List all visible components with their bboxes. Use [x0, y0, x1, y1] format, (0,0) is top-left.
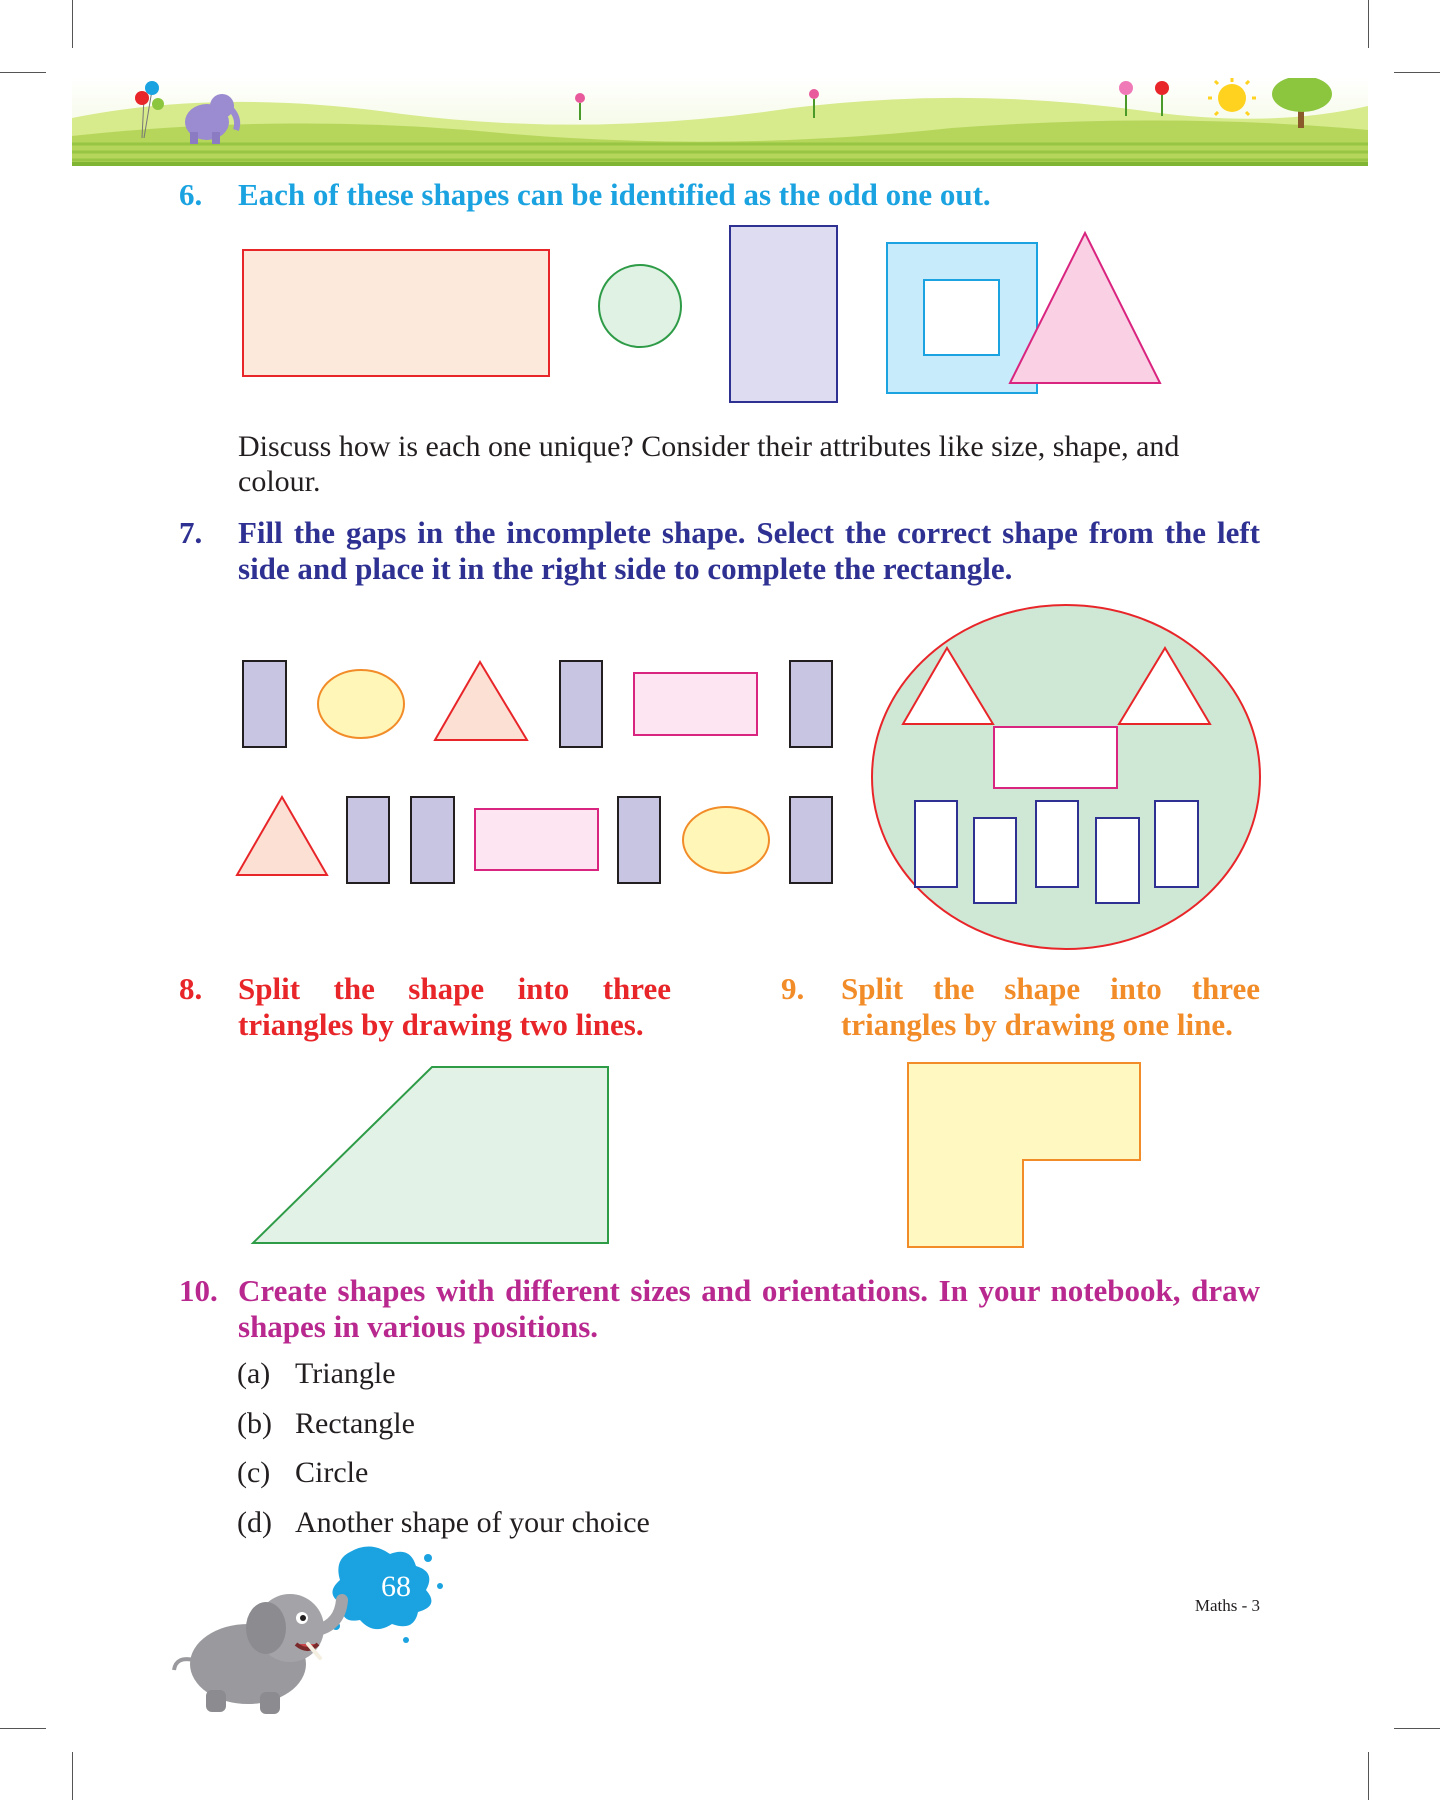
option-label: (c) [237, 1456, 271, 1489]
trapezium-shape [253, 1067, 608, 1243]
crop-mark-bottom-right-h [1394, 1728, 1440, 1729]
question-text: Each of these shapes can be identified as the odd one out. [238, 177, 991, 212]
question-number: 8. [179, 971, 203, 1006]
book-title: Maths - 3 [1194, 1596, 1260, 1615]
question-text: Create shapes with different sizes and orientations. In your notebook, draw shapes in various positions. [238, 1273, 1260, 1344]
option-label: (a) [237, 1357, 271, 1390]
question-number: 10. [179, 1273, 218, 1308]
elephant-footer-icon [170, 1540, 460, 1720]
question-text: Fill the gaps in the incomplete shape. Select the correct shape from the left side and place it in the right side to complete the rectangle. [238, 515, 1260, 586]
question-number: 7. [179, 515, 203, 550]
crop-mark-bottom-left-h [0, 1728, 46, 1729]
crop-mark-bottom-right [1368, 1752, 1369, 1800]
question-number: 6. [179, 177, 203, 212]
option-text: Triangle [295, 1357, 396, 1390]
question-text: Split the shape into three triangles by drawing one line. [841, 971, 1260, 1042]
crop-mark-bottom-left [72, 1752, 73, 1800]
option-label: (d) [237, 1506, 272, 1539]
option-label: (b) [237, 1407, 272, 1440]
option-text: Rectangle [295, 1407, 415, 1440]
question-10 [179, 1273, 1260, 1345]
l-shape [908, 1063, 1140, 1247]
question-number: 9. [781, 971, 805, 1006]
question-text: Split the shape into three triangles by drawing two lines. [238, 971, 671, 1042]
question-6-discussion: Discuss how is each one unique? Consider their attributes like size, shape, and colour. [238, 430, 1180, 498]
option-text: Circle [295, 1456, 369, 1489]
page-number: 68 [381, 1570, 411, 1603]
option-text: Another shape of your choice [295, 1506, 650, 1539]
